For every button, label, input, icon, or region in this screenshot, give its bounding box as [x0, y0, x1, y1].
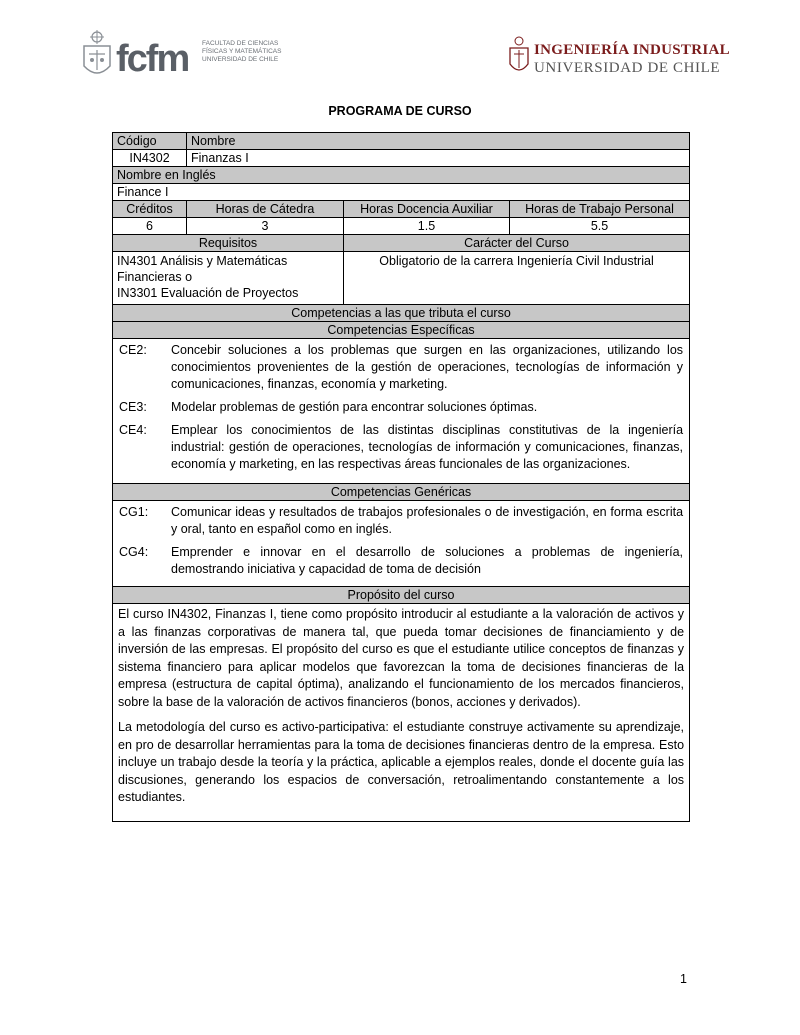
competency-code: CE4: — [119, 423, 147, 437]
competency-item — [119, 422, 683, 473]
page-header — [0, 22, 800, 92]
lecture-hours-label: Horas de Cátedra — [187, 201, 344, 218]
character-label: Carácter del Curso — [344, 235, 690, 252]
competency-item — [119, 544, 683, 578]
personal-hours-value: 5.5 — [510, 218, 690, 235]
english-name: Finance I — [113, 184, 690, 201]
competency-text: Emprender e innovar en el desarrollo de soluciones a problemas de ingeniería, demostrando iniciativa y capacidad de toma de decisión — [171, 545, 684, 576]
generic-competencies-cell — [113, 501, 690, 587]
competency-code: CG4: — [119, 545, 149, 559]
department-crest-icon — [508, 36, 530, 80]
requirements-cell — [113, 252, 344, 305]
fcfm-logo — [80, 26, 290, 86]
specific-competencies-label: Competencias Específicas — [113, 322, 690, 339]
requirement-line: IN4301 Análisis y Matemáticas — [117, 254, 288, 268]
credits-label: Créditos — [113, 201, 187, 218]
credits-value: 6 — [113, 218, 187, 235]
competency-text: Comunicar ideas y resultados de trabajos profesionales o de investigación, en forma escrita y oral, tanto en español como en inglés. — [171, 505, 684, 536]
purpose-cell — [113, 604, 690, 822]
competency-code: CE3: — [119, 400, 147, 414]
generic-competencies-label: Competencias Genéricas — [113, 484, 690, 501]
requirement-line: Financieras o — [117, 270, 193, 284]
competency-code: CG1: — [119, 505, 149, 519]
university-name: UNIVERSIDAD DE CHILE — [534, 60, 721, 76]
competency-text: Modelar problemas de gestión para encontrar soluciones óptimas. — [171, 400, 538, 414]
name-label: Nombre — [187, 133, 690, 150]
page-title: PROGRAMA DE CURSO — [328, 104, 472, 118]
page-number: 1 — [680, 972, 687, 986]
competency-code: CE2: — [119, 343, 147, 357]
personal-hours-label: Horas de Trabajo Personal — [510, 201, 690, 218]
course-code: IN4302 — [113, 150, 187, 167]
requirements-label: Requisitos — [113, 235, 344, 252]
aux-hours-value: 1.5 — [344, 218, 510, 235]
competency-text: Concebir soluciones a los problemas que surgen en las organizaciones, utilizando los conocimientos provenientes de la gestión de operaciones, tecnologías de información y comunicaciones, finanzas, economía y marketing. — [171, 343, 684, 391]
code-label: Código — [113, 133, 187, 150]
specific-competencies-cell — [113, 339, 690, 484]
competency-item — [119, 342, 683, 393]
department-title: INGENIERÍA INDUSTRIAL — [534, 42, 730, 58]
competency-item — [119, 504, 683, 538]
fcfm-wordmark: fcfm — [116, 38, 189, 80]
course-character: Obligatorio de la carrera Ingeniería Civil Industrial — [344, 252, 690, 305]
course-program-table — [112, 132, 690, 822]
purpose-label: Propósito del curso — [113, 587, 690, 604]
competency-text: Emplear los conocimientos de las distintas disciplinas constitutivas de la ingeniería industrial: gestión de operaciones, tecnologías de información y comunicaciones, finanzas, economía y marketing, en las respectivas áreas funcionales de las organizaciones. — [171, 423, 684, 471]
competency-item — [119, 399, 683, 416]
purpose-paragraph: El curso IN4302, Finanzas I, tiene como propósito introducir al estudiante a la valoración de activos y a las finanzas corporativas de manera tal, que pueda tomar decisiones de financiamiento y de inversión de las empresas. El propósito del curso es que el estudiante utilice conceptos de finanzas y sistema financiero para aplicar modelos que favorezcan la toma de decisiones financieras de la empresa (estructura de capital óptima), analizando el funcionamiento de los mercados financieros, sobre la base de la valoración de activos financieros (bonos, acciones y derivados). — [118, 607, 685, 709]
course-name: Finanzas I — [187, 150, 690, 167]
methodology-paragraph: La metodología del curso es activo-participativa: el estudiante construye activamente su aprendizaje, en pro de desarrollar herramientas para la toma de decisiones financieras dentro de la empresa. Esto incluye un trabajo desde la teoría y la práctica, aplicable a ejemplos reales, donde el docente guía las discusiones, generando los espacios de conversación, retroalimentando constantemente a los estudiantes. — [118, 720, 685, 804]
competencies-section-label: Competencias a las que tributa el curso — [113, 305, 690, 322]
requirement-line: IN3301 Evaluación de Proyectos — [117, 286, 299, 300]
ingenieria-industrial-logo — [506, 36, 730, 86]
english-name-label: Nombre en Inglés — [113, 167, 690, 184]
lecture-hours-value: 3 — [187, 218, 344, 235]
aux-hours-label: Horas Docencia Auxiliar — [344, 201, 510, 218]
university-crest-icon — [80, 28, 114, 84]
fcfm-subtitle: FACULTAD DE CIENCIAS FÍSICAS Y MATEMÁTICAS UNIVERSIDAD DE CHILE — [202, 40, 282, 63]
